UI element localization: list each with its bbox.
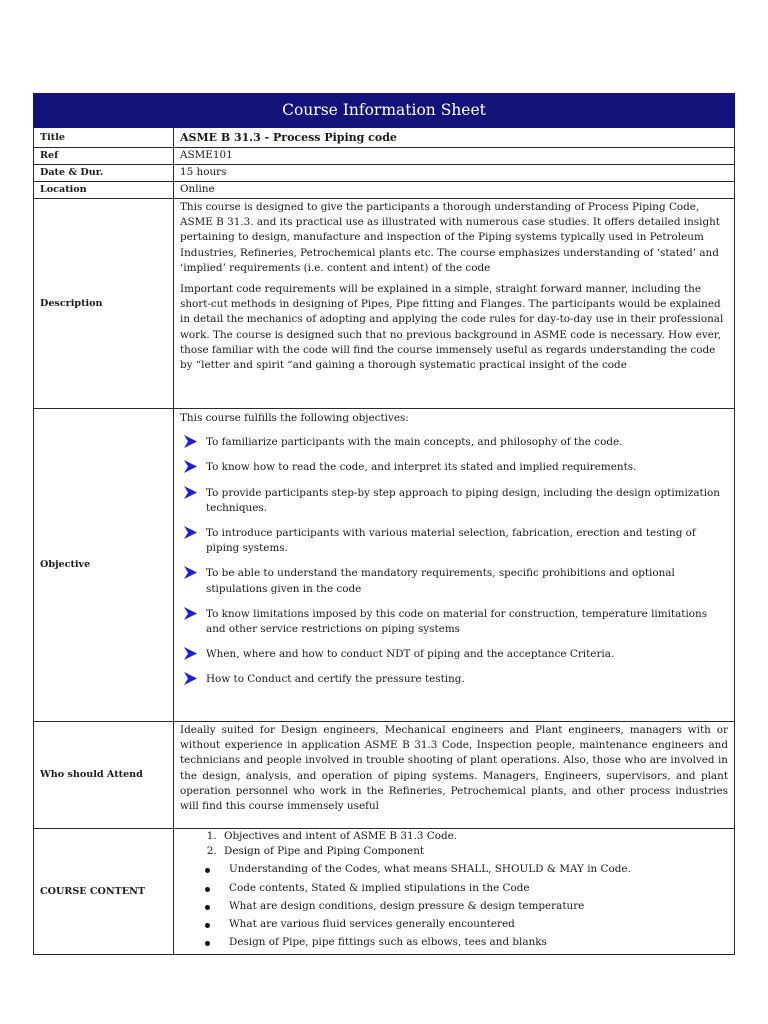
- title-label: Title: [34, 128, 174, 148]
- objective-text: When, where and how to conduct NDT of piping and the acceptance Criteria.: [206, 648, 615, 661]
- objective-list: [180, 435, 728, 687]
- location-label: Location: [34, 182, 174, 199]
- content-item-2: [220, 844, 728, 859]
- arrow-bullet-icon: [184, 672, 197, 685]
- sheet-title: Course Information Sheet: [34, 94, 735, 128]
- ref-label: Ref: [34, 148, 174, 165]
- location-value: Online: [174, 182, 735, 199]
- ref-value: ASME101: [174, 148, 735, 165]
- title-value: ASME B 31.3 - Process Piping code: [174, 128, 735, 148]
- arrow-bullet-icon: [184, 486, 197, 499]
- row-who-should-attend: [34, 722, 735, 829]
- objective-item: [206, 460, 728, 475]
- content-subitem: Understanding of the Codes, what means SHALL, SHOULD & MAY in Code.: [229, 862, 728, 877]
- arrow-bullet-icon: [184, 435, 197, 448]
- objective-item: [206, 672, 728, 687]
- arrow-bullet-icon: [184, 566, 197, 579]
- description-label: Description: [34, 199, 174, 409]
- objective-text: How to Conduct and certify the pressure testing.: [206, 673, 465, 686]
- content-item-1: 1. Objectives and intent of ASME B 31.3 Code.: [220, 829, 728, 844]
- row-title: [34, 128, 735, 148]
- objective-item: [206, 486, 728, 516]
- who-label: Who should Attend: [34, 722, 174, 829]
- header-banner: [34, 94, 735, 128]
- date-value: 15 hours: [174, 165, 735, 182]
- date-label: Date & Dur.: [34, 165, 174, 182]
- objective-text: To introduce participants with various material selection, fabrication, erection and testing of piping systems.: [206, 527, 696, 555]
- row-location: [34, 182, 735, 199]
- objective-text: To familiarize participants with the main concepts, and philosophy of the code.: [206, 436, 623, 449]
- content-item-2-text: Design of Pipe and Piping Component: [224, 845, 425, 858]
- objective-item: [206, 526, 728, 556]
- course-info-table: [33, 93, 735, 955]
- content-subitem: Design of Pipe, pipe fittings such as elbows, tees and blanks: [229, 935, 728, 950]
- objective-intro: This course fulfills the following objectives:: [180, 412, 409, 424]
- content-cell: [174, 829, 735, 955]
- row-objective: [34, 409, 735, 722]
- arrow-bullet-icon: [184, 607, 197, 620]
- objective-item: [206, 647, 728, 662]
- content-subitem: Code contents, Stated & implied stipulations in the Code: [229, 881, 728, 896]
- arrow-bullet-icon: [184, 526, 197, 539]
- row-course-content: [34, 829, 735, 955]
- description-paragraph-2: Important code requirements will be explained in a simple, straight forward manner, including the short-cut methods in designing of Pipes, Pipe fitting and Flanges. The participants would be explained in detail the mechanics of adopting and applying the code rules for day-to-day use in their professional work. The course is designed such that no previous background in ASME code is necessary. How ever, those familiar with the code will find the course immensely useful as regards understanding the code by “letter and spirit “and gaining a thorough systematic practical insight of the code: [180, 283, 724, 372]
- arrow-bullet-icon: [184, 647, 197, 660]
- objective-item: [206, 566, 728, 596]
- content-label: COURSE CONTENT: [34, 829, 174, 955]
- row-date: [34, 165, 735, 182]
- objective-text: To be able to understand the mandatory requirements, specific prohibitions and optional stipulations given in the code: [206, 567, 675, 595]
- objective-text: To know how to read the code, and interpret its stated and implied requirements.: [206, 461, 637, 474]
- objective-item: [206, 607, 728, 637]
- content-list: [180, 829, 728, 859]
- content-subitem: What are design conditions, design pressure & design temperature: [229, 899, 728, 914]
- content-sublist: [180, 862, 728, 950]
- content-subitem: What are various fluid services generally encountered: [229, 917, 728, 932]
- objective-text: To know limitations imposed by this code on material for construction, temperature limitations and other service restrictions on piping systems: [206, 607, 708, 636]
- arrow-bullet-icon: [184, 460, 197, 473]
- objective-cell: [174, 409, 735, 722]
- row-description: [34, 199, 735, 409]
- who-text: Ideally suited for Design engineers, Mechanical engineers and Plant engineers, managers with or without experience in application ASME B 31.3 Code, Inspection people, maintenance engineers and technicians and people involved in trouble shooting of plant operations. Also, those who are involved in the design, analysis, and operation of piping systems. Managers, Engineers, supervisors, and plant operation personnel who work in the Refineries, Petrochemical plants, and other process industries will find this course immensely useful: [174, 722, 735, 829]
- objective-item: [206, 435, 728, 450]
- description-cell: [174, 199, 735, 409]
- objective-label: Objective: [34, 409, 174, 722]
- row-ref: [34, 148, 735, 165]
- description-paragraph-1: This course is designed to give the participants a thorough understanding of Process Piping Code, ASME B 31.3. and its practical use as illustrated with numerous case studies. It offers detailed insight pertaining to design, manufacture and inspection of the Piping systems typically used in Petroleum Industries, Refineries, Petrochemical plants etc. The course emphasizes understanding of ‘stated’ and ‘implied’ requirements (i.e. content and intent) of the code: [180, 201, 720, 274]
- objective-text: To provide participants step-by step approach to piping design, including the design optimization techniques.: [206, 486, 720, 514]
